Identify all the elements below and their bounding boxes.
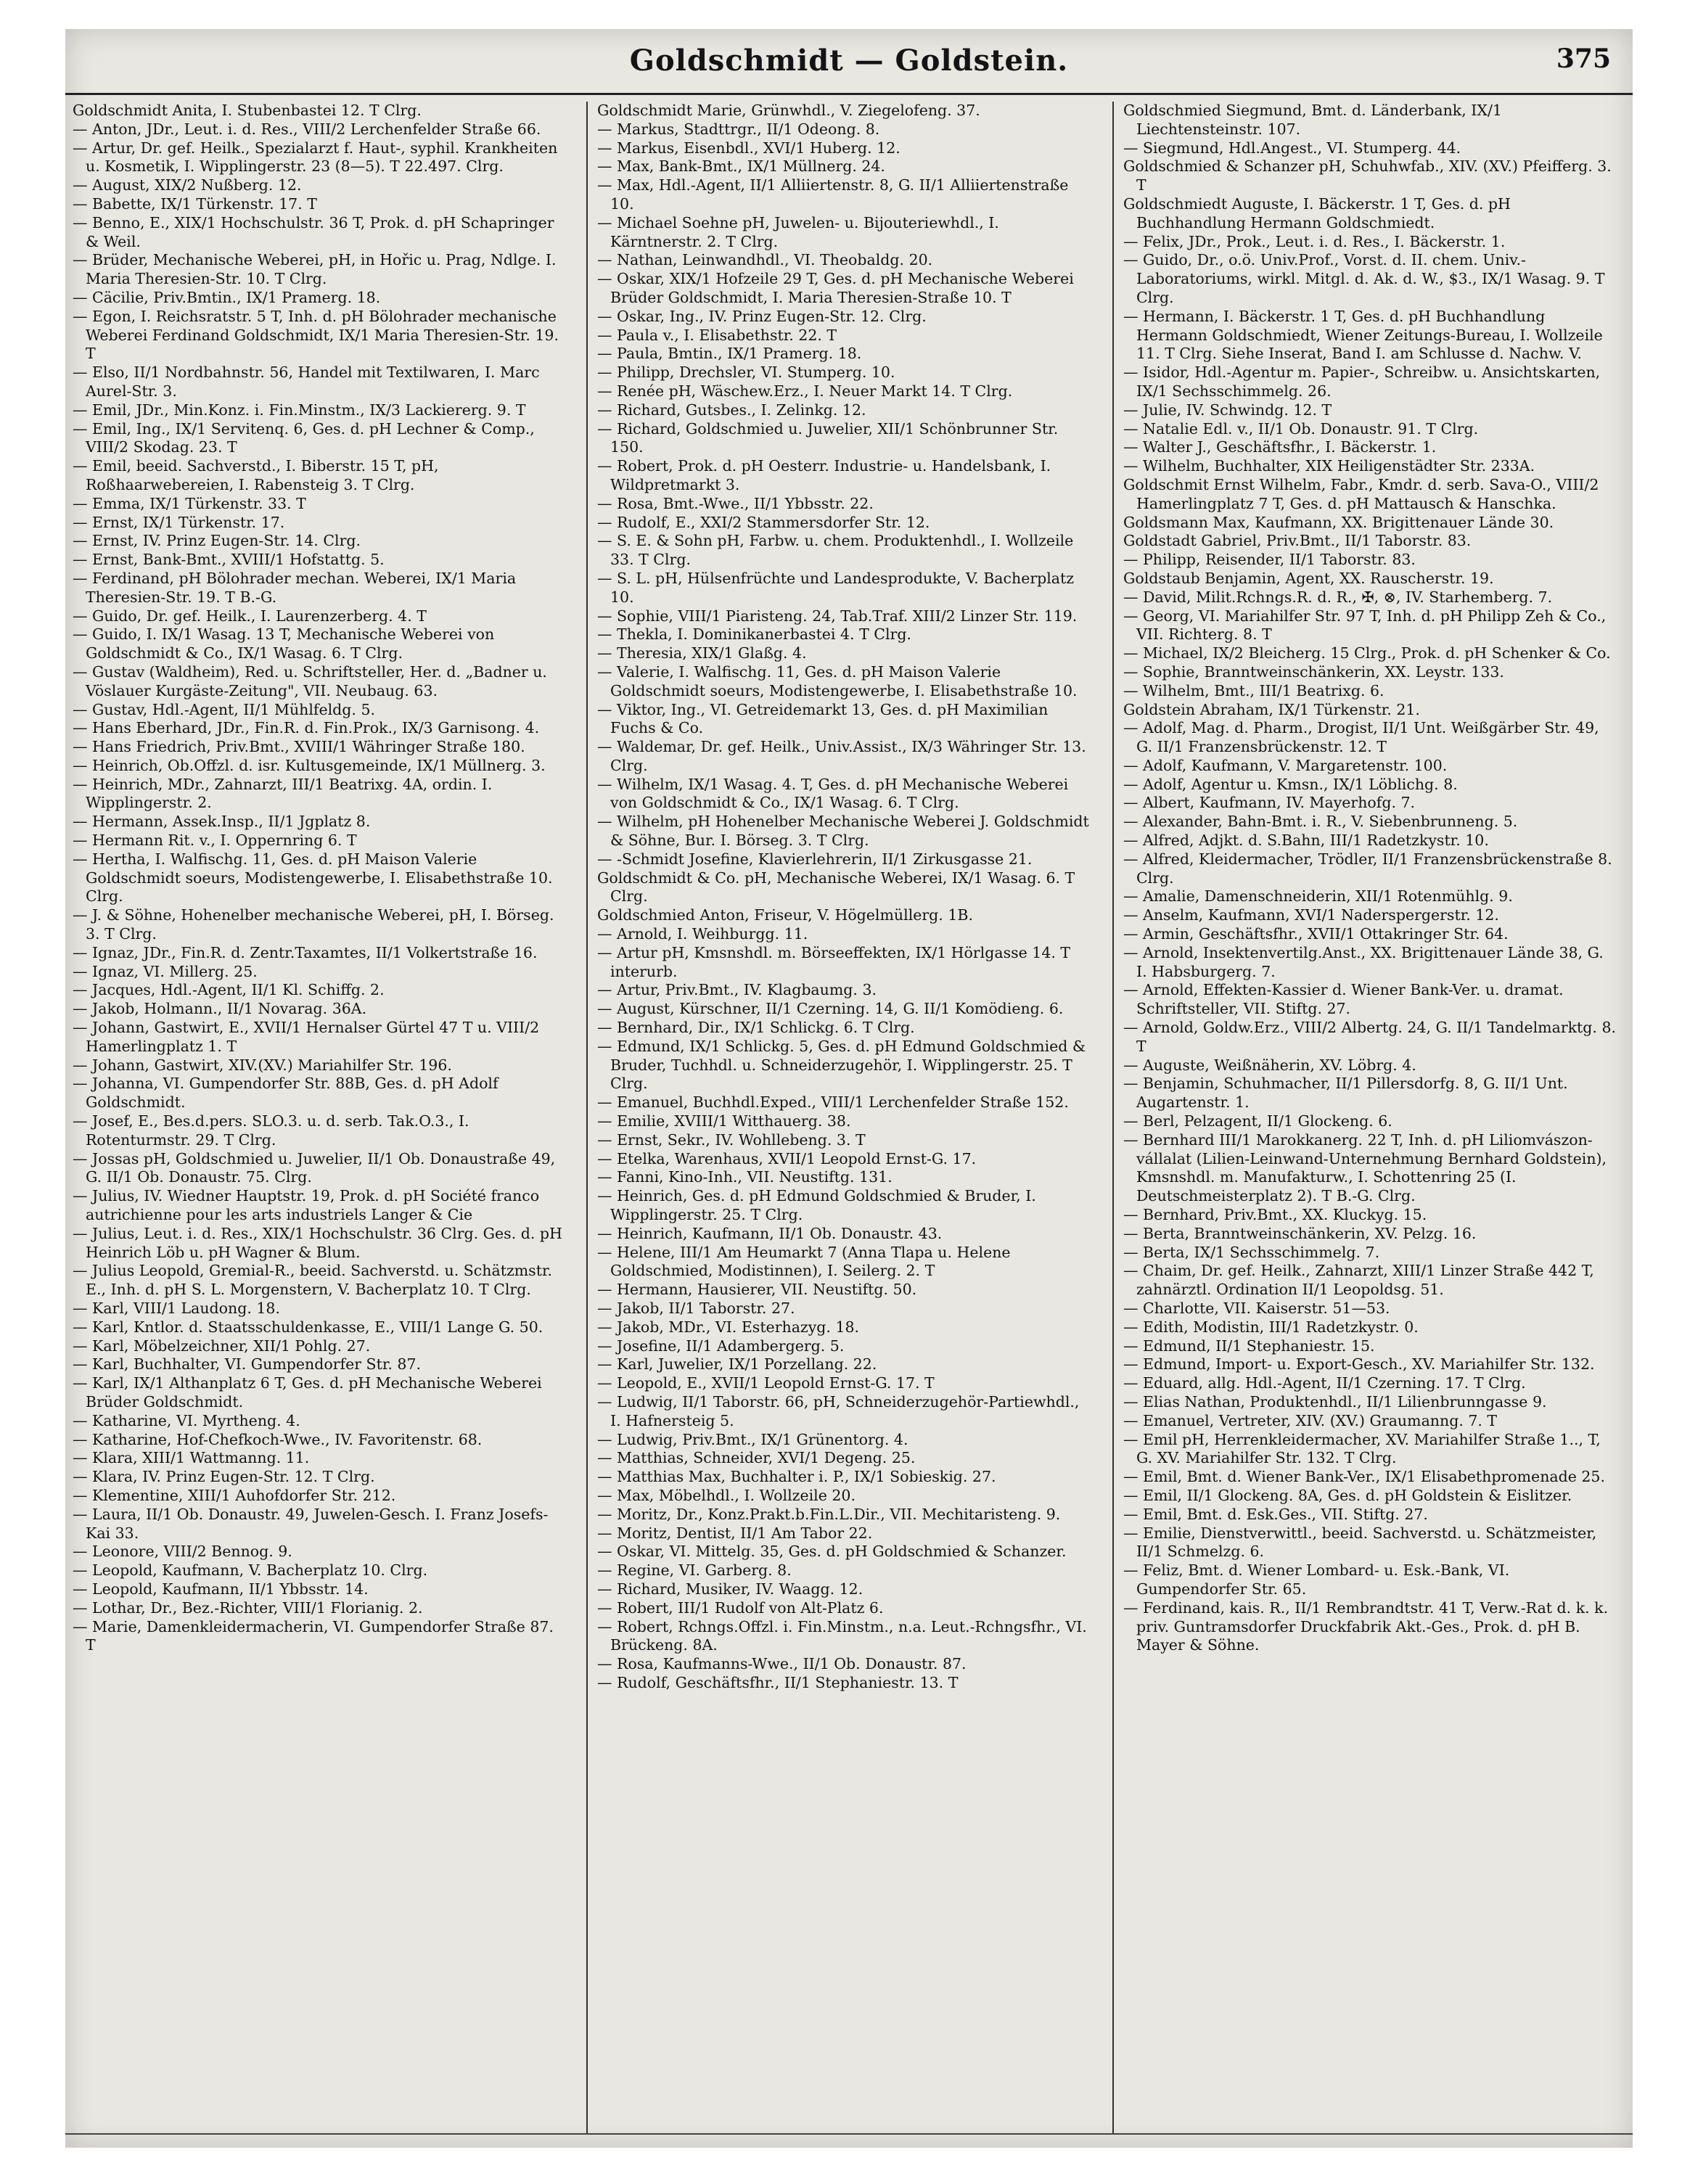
directory-entry: — Ernst, Bank-Bmt., XVIII/1 Hofstattg. 5. bbox=[73, 551, 385, 569]
directory-entry: — Wilhelm, Bmt., III/1 Beatrixg. 6. bbox=[1123, 681, 1384, 699]
directory-entry: — Jakob, MDr., VI. Esterhazyg. 18. bbox=[597, 1318, 860, 1336]
directory-entry: — Heinrich, Kaufmann, II/1 Ob. Donaustr. 43. bbox=[597, 1224, 943, 1242]
directory-entry: — Bernhard, Priv.Bmt., XX. Kluckyg. 15. bbox=[1123, 1206, 1427, 1224]
directory-entry: — Albert, Kaufmann, IV. Mayerhofg. 7. bbox=[1123, 794, 1416, 812]
directory-entry: — Adolf, Kaufmann, V. Margaretenstr. 100. bbox=[1123, 756, 1448, 774]
directory-entry: — Emilie, XVIII/1 Witthauerg. 38. bbox=[597, 1112, 851, 1130]
directory-entry: — Viktor, Ing., VI. Getreidemarkt 13, Ges. d. pH Maximilian Fuchs & Co. bbox=[597, 700, 1049, 737]
directory-entry: — Valerie, I. Walfischg. 11, Ges. d. pH Maison Valerie Goldschmidt soeurs, Modistengewerbe, I. Elisabethstraße 10. bbox=[597, 662, 1078, 699]
directory-entry: — Jacques, Hdl.-Agent, II/1 Kl. Schiffg. 2. bbox=[73, 981, 385, 999]
directory-entry: — Emil, Ing., IX/1 Servitenq. 6, Ges. d. pH Lechner & Comp., VIII/2 Skodag. 23. T bbox=[73, 419, 535, 456]
directory-entry: — J. & Söhne, Hohenelber mechanische Weberei, pH, I. Börseg. 3. T Clrg. bbox=[73, 906, 554, 943]
directory-entry: — Benjamin, Schuhmacher, II/1 Pillersdorfg. 8, G. II/1 Unt. Augartenstr. 1. bbox=[1123, 1075, 1568, 1112]
directory-entry: — Katharine, VI. Myrtheng. 4. bbox=[73, 1411, 300, 1429]
directory-entry: — Helene, III/1 Am Heumarkt 7 (Anna Tlapa u. Helene Goldschmied, Modistinnen), I. Seilerg. 2. T bbox=[597, 1243, 1011, 1280]
directory-entry: Goldschmied Siegmund, Bmt. d. Länderbank, IX/1 Liechtensteinstr. 107. bbox=[1123, 102, 1502, 138]
directory-entry: — S. L. pH, Hülsenfrüchte und Landesprodukte, V. Bacherplatz 10. bbox=[597, 569, 1075, 606]
column-divider-2 bbox=[1112, 102, 1114, 2133]
directory-entry: — Markus, Stadttrgr., II/1 Odeong. 8. bbox=[597, 120, 880, 138]
directory-entry: — Fanni, Kino-Inh., VII. Neustiftg. 131. bbox=[597, 1168, 893, 1186]
directory-entry: — Emanuel, Buchhdl.Exped., VIII/1 Lerchenfelder Straße 152. bbox=[597, 1093, 1069, 1112]
directory-entry: Goldschmied & Schanzer pH, Schuhwfab., XIV. (XV.) Pfeifferg. 3. T bbox=[1123, 157, 1612, 194]
directory-entry: — Paula v., I. Elisabethstr. 22. T bbox=[597, 326, 837, 344]
directory-entry: — Katharine, Hof-Chefkoch-Wwe., IV. Favoritenstr. 68. bbox=[73, 1430, 483, 1448]
directory-entry: Goldschmied Anton, Friseur, V. Högelmüllerg. 1B. bbox=[597, 906, 973, 924]
directory-entry: — Ludwig, II/1 Taborstr. 66, pH, Schneiderzugehör-Partiewhdl., I. Hafnersteig 5. bbox=[597, 1392, 1080, 1429]
directory-entry: — Bernhard, Dir., IX/1 Schlickg. 6. T Clrg. bbox=[597, 1019, 915, 1037]
directory-entry: — Adolf, Mag. d. Pharm., Drogist, II/1 Unt. Weißgärber Str. 49, G. II/1 Franzensbrückenstr. 12. T bbox=[1123, 719, 1599, 756]
directory-entry: — Lothar, Dr., Bez.-Richter, VIII/1 Florianig. 2. bbox=[73, 1598, 423, 1617]
directory-entry: — Johann, Gastwirt, E., XVII/1 Hernalser Gürtel 47 T u. VIII/2 Hamerlingplatz 1. T bbox=[73, 1019, 540, 1055]
directory-entry: — Paula, Bmtin., IX/1 Pramerg. 18. bbox=[597, 345, 862, 363]
directory-entry: — Karl, VIII/1 Laudong. 18. bbox=[73, 1300, 280, 1317]
directory-entry: — Artur, Priv.Bmt., IV. Klagbaumg. 3. bbox=[597, 981, 877, 999]
directory-entry: — Siegmund, Hdl.Angest., VI. Stumperg. 44. bbox=[1123, 139, 1461, 157]
directory-entry: — Hans Eberhard, JDr., Fin.R. d. Fin.Prok., IX/3 Garnisong. 4. bbox=[73, 719, 540, 737]
directory-entry: — Berl, Pelzagent, II/1 Glockeng. 6. bbox=[1123, 1112, 1392, 1130]
directory-entry: — Emil, II/1 Glockeng. 8A, Ges. d. pH Goldstein & Eislitzer. bbox=[1123, 1486, 1572, 1504]
directory-entry: — Heinrich, Ges. d. pH Edmund Goldschmied & Bruder, I. Wipplingerstr. 25. T Clrg. bbox=[597, 1187, 1036, 1224]
directory-entry: — Emil, Bmt. d. Esk.Ges., VII. Stiftg. 27. bbox=[1123, 1505, 1428, 1523]
directory-entry: — Leopold, Kaufmann, II/1 Ybbsstr. 14. bbox=[73, 1580, 369, 1598]
directory-entry: — Philipp, Reisender, II/1 Taborstr. 83. bbox=[1123, 551, 1416, 569]
directory-entry: — Hermann, Hausierer, VII. Neustiftg. 50. bbox=[597, 1281, 917, 1299]
directory-entry: Goldstaub Benjamin, Agent, XX. Rauscherstr. 19. bbox=[1123, 569, 1494, 587]
directory-entry: — Edmund, IX/1 Schlickg. 5, Ges. d. pH Edmund Goldschmied & Bruder, Tuchhdl. u. Schneiderzugehör, I. Wipplingerstr. 25. T Clrg. bbox=[597, 1037, 1086, 1093]
directory-entry: — Julius Leopold, Gremial-R., beeid. Sachverstd. u. Schätzmstr. E., Inh. d. pH S. L. Morgenstern, V. Bacherplatz 10. T Clrg. bbox=[73, 1262, 553, 1299]
directory-entry: — Edmund, Import- u. Export-Gesch., XV. Mariahilfer Str. 132. bbox=[1123, 1355, 1595, 1374]
directory-entry: — Bernhard III/1 Marokkanerg. 22 T, Inh. d. pH Liliomvászon-vállalat (Lilien-Leinwand-Unternehmung Bernhard Goldstein), Kmsnshdl. m. Manufakturw., I. Schottenring 25 (I. Deutschmeisterplatz 2). T B.-G. Clrg. bbox=[1123, 1130, 1607, 1205]
directory-entry: — Arnold, Insektenvertilg.Anst., XX. Brigittenauer Lände 38, G. I. Habsburgerg. 7. bbox=[1123, 943, 1604, 980]
directory-entry: Goldschmidt & Co. pH, Mechanische Weberei, IX/1 Wasag. 6. T Clrg. bbox=[597, 869, 1075, 906]
directory-entry: — Julie, IV. Schwindg. 12. T bbox=[1123, 401, 1332, 419]
directory-entry: — Ignaz, VI. Millerg. 25. bbox=[73, 962, 258, 980]
directory-entry: — Hans Friedrich, Priv.Bmt., XVIII/1 Währinger Straße 180. bbox=[73, 738, 525, 756]
directory-entry: — Adolf, Agentur u. Kmsn., IX/1 Löblichg. 8. bbox=[1123, 775, 1458, 793]
directory-entry: — Guido, I. IX/1 Wasag. 13 T, Mechanische Weberei von Goldschmidt & Co., IX/1 Wasag. 6. T Clrg. bbox=[73, 625, 495, 662]
directory-entry: — -Schmidt Josefine, Klavierlehrerin, II/1 Zirkusgasse 21. bbox=[597, 850, 1033, 868]
directory-entry: — Benno, E., XIX/1 Hochschulstr. 36 T, Prok. d. pH Schapringer & Weil. bbox=[73, 213, 554, 250]
directory-entry: — Hermann, I. Bäckerstr. 1 T, Ges. d. pH Buchhandlung Hermann Goldschmiedt, Wiener Zeitungs-Bureau, I. Wollzeile 11. T Clrg. Siehe Inserat, Band I. am Schlusse d. Nachw. V. bbox=[1123, 307, 1603, 363]
directory-entry: — David, Milit.Rchngs.R. d. R., ✠, ⊗, IV. Starhemberg. 7. bbox=[1123, 588, 1553, 606]
directory-entry: Goldsmann Max, Kaufmann, XX. Brigittenauer Lände 30. bbox=[1123, 513, 1554, 531]
directory-entry: Goldstein Abraham, IX/1 Türkenstr. 21. bbox=[1123, 700, 1420, 718]
directory-entry: — Emil, Bmt. d. Wiener Bank-Ver., IX/1 Elisabethpromenade 25. bbox=[1123, 1468, 1605, 1486]
directory-entry: — Rudolf, Geschäftsfhr., II/1 Stephaniestr. 13. T bbox=[597, 1673, 959, 1691]
directory-entry: — Leopold, E., XVII/1 Leopold Ernst-G. 17. T bbox=[597, 1374, 935, 1392]
directory-entry: — Oskar, Ing., IV. Prinz Eugen-Str. 12. Clrg. bbox=[597, 307, 927, 325]
directory-entry: — Johann, Gastwirt, XIV.(XV.) Mariahilfer Str. 196. bbox=[73, 1056, 452, 1074]
directory-entry: — August, Kürschner, II/1 Czerning. 14, G. II/1 Komödieng. 6. bbox=[597, 1000, 1064, 1018]
directory-entry: — Jakob, II/1 Taborstr. 27. bbox=[597, 1300, 795, 1317]
directory-entry: — Emil, beeid. Sachverstd., I. Biberstr. 15 T, pH, Roßhaarwebereien, I. Rabensteig 3. T Clrg. bbox=[73, 457, 439, 493]
directory-entry: — Julius, IV. Wiedner Hauptstr. 19, Prok. d. pH Société franco autrichienne pour les arts industriels Langer & Cie bbox=[73, 1187, 540, 1224]
directory-entry: Goldschmidt Marie, Grünwhdl., V. Ziegelofeng. 37. bbox=[597, 102, 980, 119]
directory-entry: — Richard, Musiker, IV. Waagg. 12. bbox=[597, 1580, 863, 1598]
directory-entry: — Guido, Dr., o.ö. Univ.Prof., Vorst. d. II. chem. Univ.-Laboratoriums, wirkl. Mitgl. d. Ak. d. W., $3., IX/1 Wasag. 9. T Clrg. bbox=[1123, 251, 1605, 306]
directory-entry: — Marie, Damenkleidermacherin, VI. Gumpendorfer Straße 87. T bbox=[73, 1617, 554, 1654]
directory-entry: — Heinrich, Ob.Offzl. d. isr. Kultusgemeinde, IX/1 Müllnerg. 3. bbox=[73, 756, 546, 774]
directory-entry: — Isidor, Hdl.-Agentur m. Papier-, Schreibw. u. Ansichtskarten, IX/1 Sechsschimmelg. 26. bbox=[1123, 364, 1601, 400]
directory-entry: — Ludwig, Priv.Bmt., IX/1 Grünentorg. 4. bbox=[597, 1430, 908, 1448]
directory-entry: — Berta, IX/1 Sechsschimmelg. 7. bbox=[1123, 1243, 1380, 1261]
directory-entry: — Hermann Rit. v., I. Oppernring 6. T bbox=[73, 832, 357, 850]
directory-entry: — Jakob, Holmann., II/1 Novarag. 36A. bbox=[73, 1000, 367, 1018]
directory-entry: Goldschmidt Anita, I. Stubenbastei 12. T Clrg. bbox=[73, 102, 422, 119]
directory-entry: — Waldemar, Dr. gef. Heilk., Univ.Assist., IX/3 Währinger Str. 13. Clrg. bbox=[597, 738, 1086, 774]
directory-entry: — Moritz, Dr., Konz.Prakt.b.Fin.L.Dir., VII. Mechitaristeng. 9. bbox=[597, 1505, 1061, 1523]
directory-entry: — Arnold, I. Weihburgg. 11. bbox=[597, 925, 808, 943]
directory-entry: — Wilhelm, pH Hohenelber Mechanische Weberei J. Goldschmidt & Söhne, Bur. I. Börseg. 3. T Clrg. bbox=[597, 813, 1089, 850]
directory-entry: — Heinrich, MDr., Zahnarzt, III/1 Beatrixg. 4A, ordin. I. Wipplingerstr. 2. bbox=[73, 775, 493, 812]
directory-entry: — Regine, VI. Garberg. 8. bbox=[597, 1561, 792, 1580]
directory-entry: — Feliz, Bmt. d. Wiener Lombard- u. Esk.-Bank, VI. Gumpendorfer Str. 65. bbox=[1123, 1561, 1510, 1598]
directory-entry: — Emilie, Dienstverwittl., beeid. Sachverstd. u. Schätzmeister, II/1 Schmelzg. 6. bbox=[1123, 1524, 1597, 1561]
directory-entry: — Ernst, IX/1 Türkenstr. 17. bbox=[73, 513, 285, 531]
directory-entry: — Emil, JDr., Min.Konz. i. Fin.Minstm., IX/3 Lackiererg. 9. T bbox=[73, 401, 526, 419]
directory-entry: — Anton, JDr., Leut. i. d. Res., VIII/2 Lerchenfelder Straße 66. bbox=[73, 120, 541, 138]
directory-entry: — Alfred, Adjkt. d. S.Bahn, III/1 Radetzkystr. 10. bbox=[1123, 832, 1489, 850]
directory-entry: — Ignaz, JDr., Fin.R. d. Zentr.Taxamtes, II/1 Volkertstraße 16. bbox=[73, 943, 538, 961]
directory-entry: — Ernst, Sekr., IV. Wohllebeng. 3. T bbox=[597, 1130, 866, 1149]
directory-entry: — Guido, Dr. gef. Heilk., I. Laurenzerberg. 4. T bbox=[73, 607, 427, 625]
directory-entry: — Artur pH, Kmsnshdl. m. Börseeffekten, IX/1 Hörlgasse 14. T interurb. bbox=[597, 943, 1071, 980]
directory-entry: — Rudolf, E., XXI/2 Stammersdorfer Str. 12. bbox=[597, 513, 930, 531]
directory-entry: — Josef, E., Bes.d.pers. SLO.3. u. d. serb. Tak.O.3., I. Rotenturmstr. 29. T Clrg. bbox=[73, 1112, 469, 1149]
column-divider-1 bbox=[586, 102, 588, 2133]
directory-entry: — Robert, III/1 Rudolf von Alt-Platz 6. bbox=[597, 1598, 884, 1617]
directory-entry: — Robert, Prok. d. pH Oesterr. Industrie- u. Handelsbank, I. Wildpretmarkt 3. bbox=[597, 457, 1051, 493]
directory-entry: — Karl, Möbelzeichner, XII/1 Pohlg. 27. bbox=[73, 1337, 371, 1355]
directory-entry: — Karl, Buchhalter, VI. Gumpendorfer Str. 87. bbox=[73, 1355, 421, 1374]
directory-entry: — Matthias Max, Buchhalter i. P., IX/1 Sobieskig. 27. bbox=[597, 1468, 996, 1486]
directory-entry: — Thekla, I. Dominikanerbastei 4. T Clrg. bbox=[597, 625, 911, 644]
directory-entry: — Georg, VI. Mariahilfer Str. 97 T, Inh. d. pH Philipp Zeh & Co., VII. Richterg. 8. T bbox=[1123, 607, 1607, 644]
directory-entry: — Leonore, VIII/2 Bennog. 9. bbox=[73, 1543, 292, 1561]
directory-entry: — Ernst, IV. Prinz Eugen-Str. 14. Clrg. bbox=[73, 532, 361, 550]
directory-entry: — Johanna, VI. Gumpendorfer Str. 88B, Ges. d. pH Adolf Goldschmidt. bbox=[73, 1075, 499, 1112]
directory-entry: — Oskar, XIX/1 Hofzeile 29 T, Ges. d. pH Mechanische Weberei Brüder Goldschmidt, I. Maria Theresien-Straße 10. T bbox=[597, 270, 1074, 306]
directory-entry: — Richard, Gutsbes., I. Zelinkg. 12. bbox=[597, 401, 866, 419]
directory-entry: — Brüder, Mechanische Weberei, pH, in Hořic u. Prag, Ndlge. I. Maria Theresien-Str. 10. T Clrg. bbox=[73, 251, 557, 288]
page-header bbox=[65, 44, 1633, 87]
directory-entry: — Artur, Dr. gef. Heilk., Spezialarzt f. Haut-, syphil. Krankheiten u. Kosmetik, I. Wipplingerstr. 23 (8—5). T 22.497. Clrg. bbox=[73, 139, 558, 176]
directory-entry: — Ferdinand, pH Bölohrader mechan. Weberei, IX/1 Maria Theresien-Str. 19. T B.-G. bbox=[73, 569, 517, 606]
directory-entry: — Matthias, Schneider, XVI/1 Degeng. 25. bbox=[597, 1449, 916, 1467]
directory-entry: — Eduard, allg. Hdl.-Agent, II/1 Czerning. 17. T Clrg. bbox=[1123, 1374, 1526, 1392]
directory-entry: Goldschmiedt Auguste, I. Bäckerstr. 1 T, Ges. d. pH Buchhandlung Hermann Goldschmiedt. bbox=[1123, 194, 1511, 231]
directory-entry: — Richard, Goldschmied u. Juwelier, XII/1 Schönbrunner Str. 150. bbox=[597, 419, 1059, 456]
directory-entry: — Klara, XIII/1 Wattmanng. 11. bbox=[73, 1449, 310, 1467]
directory-entry: — Laura, II/1 Ob. Donaustr. 49, Juwelen-Gesch. I. Franz Josefs-Kai 33. bbox=[73, 1505, 549, 1542]
directory-entry: — Babette, IX/1 Türkenstr. 17. T bbox=[73, 194, 317, 213]
directory-entry: Goldstadt Gabriel, Priv.Bmt., II/1 Taborstr. 83. bbox=[1123, 532, 1472, 550]
directory-entry: — Cäcilie, Priv.Bmtin., IX/1 Pramerg. 18. bbox=[73, 288, 381, 306]
column-right bbox=[1123, 102, 1617, 1655]
directory-entry: — Auguste, Weißnäherin, XV. Löbrg. 4. bbox=[1123, 1056, 1416, 1074]
directory-page bbox=[65, 29, 1633, 2148]
directory-entry: — Elso, II/1 Nordbahnstr. 56, Handel mit Textilwaren, I. Marc Aurel-Str. 3. bbox=[73, 364, 540, 400]
directory-entry: — Emanuel, Vertreter, XIV. (XV.) Graumanng. 7. T bbox=[1123, 1411, 1498, 1429]
directory-entry: — Arnold, Effekten-Kassier d. Wiener Bank-Ver. u. dramat. Schriftsteller, VII. Stiftg. 27. bbox=[1123, 981, 1564, 1018]
directory-entry: — Moritz, Dentist, II/1 Am Tabor 22. bbox=[597, 1524, 873, 1542]
directory-entry: — Wilhelm, IX/1 Wasag. 4. T, Ges. d. pH Mechanische Weberei von Goldschmidt & Co., IX/1 Wasag. 6. T Clrg. bbox=[597, 775, 1069, 812]
directory-entry: — Max, Möbelhdl., I. Wollzeile 20. bbox=[597, 1486, 856, 1504]
directory-entry: — Amalie, Damenschneiderin, XII/1 Rotenmühlg. 9. bbox=[1123, 887, 1513, 906]
directory-entry: — Renée pH, Wäschew.Erz., I. Neuer Markt 14. T Clrg. bbox=[597, 382, 1013, 400]
directory-entry: — Charlotte, VII. Kaiserstr. 51—53. bbox=[1123, 1300, 1390, 1317]
directory-entry: — Rosa, Kaufmanns-Wwe., II/1 Ob. Donaustr. 87. bbox=[597, 1655, 967, 1673]
directory-entry: — Nathan, Leinwandhdl., VI. Theobaldg. 20. bbox=[597, 251, 933, 269]
directory-entry: Goldschmit Ernst Wilhelm, Fabr., Kmdr. d. serb. Sava-O., VIII/2 Hamerlingplatz 7 T, Ges. d. pH Mattausch & Hanschka. bbox=[1123, 475, 1599, 512]
directory-entry: — Egon, I. Reichsratstr. 5 T, Inh. d. pH Bölohrader mechanische Weberei Ferdinand Goldschmidt, IX/1 Maria Theresien-Str. 19. T bbox=[73, 307, 559, 363]
directory-entry: — Max, Hdl.-Agent, II/1 Alliiertenstr. 8, G. II/1 Alliiertenstraße 10. bbox=[597, 176, 1069, 213]
directory-entry: — Klementine, XIII/1 Auhofdorfer Str. 212. bbox=[73, 1486, 396, 1504]
directory-entry: — Ferdinand, kais. R., II/1 Rembrandtstr. 41 T, Verw.-Rat d. k. k. priv. Guntramsdorfer Druckfabrik Akt.-Ges., Prok. d. pH B. Mayer & Söhne. bbox=[1123, 1598, 1609, 1654]
page-number: 375 bbox=[1556, 44, 1611, 74]
directory-entry: — Hertha, I. Walfischg. 11, Ges. d. pH Maison Valerie Goldschmidt soeurs, Modistengewerbe, I. Elisabethstraße 10. Clrg. bbox=[73, 850, 553, 906]
directory-entry: — Walter J., Geschäftsfhr., I. Bäckerstr. 1. bbox=[1123, 438, 1437, 456]
directory-entry: — Rosa, Bmt.-Wwe., II/1 Ybbsstr. 22. bbox=[597, 494, 874, 512]
directory-entry: — Wilhelm, Buchhalter, XIX Heiligenstädter Str. 233A. bbox=[1123, 457, 1535, 475]
directory-entry: — Michael Soehne pH, Juwelen- u. Bijouteriewhdl., I. Kärntnerstr. 2. T Clrg. bbox=[597, 213, 999, 250]
directory-entry: — Edith, Modistin, III/1 Radetzkystr. 0. bbox=[1123, 1318, 1419, 1336]
column-middle bbox=[597, 102, 1091, 1693]
directory-entry: — Sophie, Branntweinschänkerin, XX. Leystr. 133. bbox=[1123, 662, 1504, 681]
directory-entry: — August, XIX/2 Nußberg. 12. bbox=[73, 176, 302, 194]
column-left bbox=[73, 102, 566, 1655]
directory-entry: — Armin, Geschäftsfhr., XVII/1 Ottakringer Str. 64. bbox=[1123, 925, 1509, 943]
directory-entry: — Alexander, Bahn-Bmt. i. R., V. Siebenbrunneng. 5. bbox=[1123, 813, 1518, 831]
directory-entry: — Karl, Kntlor. d. Staatsschuldenkasse, E., VIII/1 Lange G. 50. bbox=[73, 1318, 543, 1336]
directory-entry: — Hermann, Assek.Insp., II/1 Jgplatz 8. bbox=[73, 813, 371, 831]
directory-entry: — Theresia, XIX/1 Glaßg. 4. bbox=[597, 644, 807, 662]
footer-rule bbox=[65, 2133, 1633, 2135]
directory-entry: — Michael, IX/2 Bleicherg. 15 Clrg., Prok. d. pH Schenker & Co. bbox=[1123, 644, 1611, 662]
directory-entry: — Sophie, VIII/1 Piaristeng. 24, Tab.Traf. XIII/2 Linzer Str. 119. bbox=[597, 607, 1078, 625]
directory-entry: — Josefine, II/1 Adambergerg. 5. bbox=[597, 1337, 845, 1355]
directory-entry: — Felix, JDr., Prok., Leut. i. d. Res., I. Bäckerstr. 1. bbox=[1123, 232, 1506, 250]
directory-entry: — Gustav (Waldheim), Red. u. Schriftsteller, Her. d. „Badner u. Vöslauer Kurgäste-Zeitung", VII. Neubaug. 63. bbox=[73, 662, 547, 699]
directory-entry: — Arnold, Goldw.Erz., VIII/2 Albertg. 24, G. II/1 Tandelmarktg. 8. T bbox=[1123, 1019, 1617, 1055]
directory-entry: — Markus, Eisenbdl., XVI/1 Huberg. 12. bbox=[597, 139, 901, 157]
directory-entry: — Gustav, Hdl.-Agent, II/1 Mühlfeldg. 5. bbox=[73, 700, 376, 718]
directory-entry: — Chaim, Dr. gef. Heilk., Zahnarzt, XIII/1 Linzer Straße 442 T, zahnärztl. Ordination II/1 Leopoldsg. 51. bbox=[1123, 1262, 1594, 1299]
running-head: Goldschmidt — Goldstein. bbox=[629, 44, 1069, 78]
directory-entry: — Alfred, Kleidermacher, Trödler, II/1 Franzensbrückenstraße 8. Clrg. bbox=[1123, 850, 1612, 887]
directory-entry: — Jossas pH, Goldschmied u. Juwelier, II/1 Ob. Donaustraße 49, G. II/1 Ob. Donaustr. 75. Clrg. bbox=[73, 1149, 556, 1186]
directory-entry: — Max, Bank-Bmt., IX/1 Müllnerg. 24. bbox=[597, 157, 885, 176]
directory-entry: — Emil pH, Herrenkleidermacher, XV. Mariahilfer Straße 1.., T, G. XV. Mariahilfer Str. 132. T Clrg. bbox=[1123, 1430, 1601, 1467]
directory-entry: — Berta, Branntweinschänkerin, XV. Pelzg. 16. bbox=[1123, 1224, 1477, 1242]
directory-entry: — Anselm, Kaufmann, XVI/1 Naderspergerstr. 12. bbox=[1123, 906, 1499, 924]
directory-entry: — Natalie Edl. v., II/1 Ob. Donaustr. 91. T Clrg. bbox=[1123, 419, 1479, 438]
directory-entry: — S. E. & Sohn pH, Farbw. u. chem. Produktenhdl., I. Wollzeile 33. T Clrg. bbox=[597, 532, 1074, 569]
directory-entry: — Philipp, Drechsler, VI. Stumperg. 10. bbox=[597, 364, 895, 382]
directory-entry: — Oskar, VI. Mittelg. 35, Ges. d. pH Goldschmied & Schanzer. bbox=[597, 1543, 1067, 1561]
directory-entry: — Emma, IX/1 Türkenstr. 33. T bbox=[73, 494, 306, 512]
directory-entry: — Robert, Rchngs.Offzl. i. Fin.Minstm., n.a. Leut.-Rchngsfhr., VI. Brückeng. 8A. bbox=[597, 1617, 1087, 1654]
directory-entry: — Klara, IV. Prinz Eugen-Str. 12. T Clrg. bbox=[73, 1468, 375, 1486]
directory-entry: — Elias Nathan, Produktenhdl., II/1 Lilienbrunngasse 9. bbox=[1123, 1392, 1547, 1411]
directory-entry: — Leopold, Kaufmann, V. Bacherplatz 10. Clrg. bbox=[73, 1561, 428, 1580]
header-rule bbox=[65, 93, 1633, 95]
directory-entry: — Julius, Leut. i. d. Res., XIX/1 Hochschulstr. 36 Clrg. Ges. d. pH Heinrich Löb u. pH Wagner & Blum. bbox=[73, 1224, 562, 1261]
directory-entry: — Karl, IX/1 Althanplatz 6 T, Ges. d. pH Mechanische Weberei Brüder Goldschmidt. bbox=[73, 1374, 542, 1411]
directory-entry: — Edmund, II/1 Stephaniestr. 15. bbox=[1123, 1337, 1375, 1355]
directory-entry: — Karl, Juwelier, IX/1 Porzellang. 22. bbox=[597, 1355, 877, 1374]
directory-entry: — Etelka, Warenhaus, XVII/1 Leopold Ernst-G. 17. bbox=[597, 1149, 977, 1167]
